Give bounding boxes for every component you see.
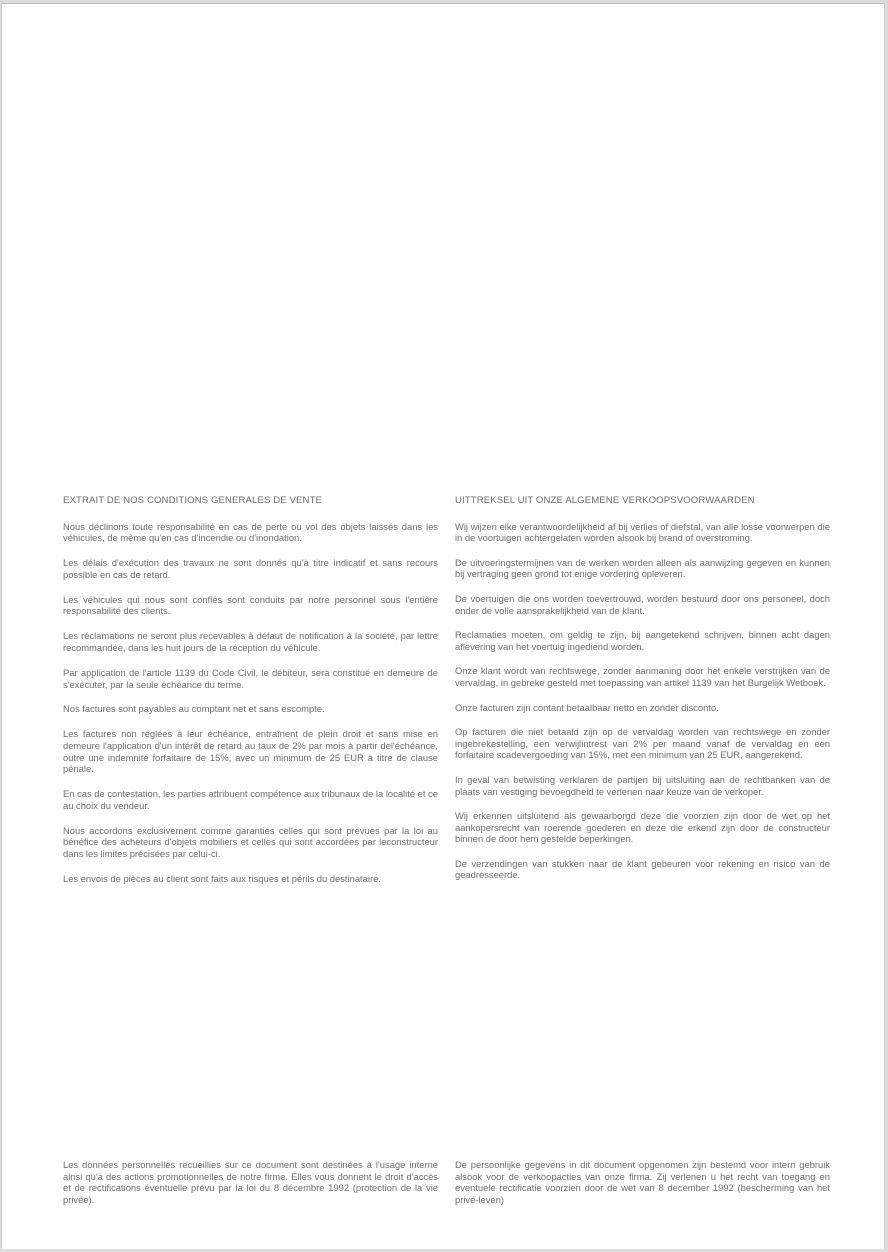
- french-term-paragraph: Nos factures sont payables au comptant net et sans escompte.: [63, 703, 325, 715]
- dutch-term-paragraph: Onze klant wordt van rechtswege, zonder aanmaning door het enkele verstrijken van de vervaldag, in gebreke gesteld met toepassing van artikel 1139 van het Burgelijk Wetboek.: [455, 665, 830, 688]
- dutch-terms-heading: UITTREKSEL UIT ONZE ALGEMENE VERKOOPSVOORWAARDEN: [455, 495, 755, 506]
- french-term-paragraph: Nous accordons exclusivement comme garanties celles qui sont prévues par la loi au bénéfice des acheteurs d'objets mobiliers et celles qui sont accordées par leconstructeur dans les limites précisées par celui-ci.: [63, 824, 438, 859]
- dutch-term-paragraph: De verzendingen van stukken naar de klant gebeuren voor rekening en risico van de geadresseerde.: [455, 857, 830, 881]
- dutch-terms-section: [455, 495, 830, 894]
- dutch-term-paragraph: Onze facturen zijn contant betaalbaar netto en zonder disconto.: [455, 701, 719, 713]
- french-terms-heading: EXTRAIT DE NOS CONDITIONS GENERALES DE VENTE: [63, 495, 323, 506]
- dutch-term-paragraph: Reclamaties moeten, om geldig te zijn, bij aangetekend schrijven, binnen acht dagen aflevering van het voertuig ingediend worden.: [455, 629, 830, 652]
- french-term-paragraph: Les envois de pièces au client sont faits aux risques et périls du destinataire.: [63, 872, 381, 884]
- dutch-term-paragraph: Wij wijzen elke verantwoordelijkheid af bij verlies of diefstal, van alle losse voorwerpen die in de voortuigen achtergelaten worden alsook bij brand of overstroming.: [455, 520, 830, 544]
- french-terms-section: [63, 495, 438, 898]
- dutch-term-paragraph: De uitvoeringstermijnen van de werken worden alleen als aanwijzing gegeven en kunnen bij vertraging geen grond tot enige vordering opleveren.: [455, 556, 830, 580]
- dutch-term-paragraph: De voertuigen die ons worden toevertrouwd, worden bestuurd door ons personeel, doch onder de volle aansprakelijkheid van de klant.: [455, 592, 830, 616]
- french-term-paragraph: Les délais d'exécution des travaux ne sont donnés qu'à titre indicatif et sans recours possible en cas de retard.: [63, 557, 438, 580]
- french-term-paragraph: Par application de l'article 1139 du Code Civil, le débiteur, sera constitué en demeure de s'exécuter, par la seule échéance du terme.: [63, 666, 438, 690]
- french-privacy-notice: [63, 1159, 438, 1205]
- french-term-paragraph: Les réclamations ne seront plus recevables à défaut de notification à la société, par lettre recommandée, dans les huit jours de la réception du véhicule.: [63, 630, 438, 653]
- french-term-paragraph: Les factures non réglées à leur échéance, entraînent de plein droit et sans mise en demeure l'application d'un intérêt de retard au taux de 2% par mois à partir del'échéance, outre une indemnité forfaitaire de 15%, avec un minimum de 25 EUR à titre de clause pénale.: [63, 728, 438, 775]
- french-term-paragraph: Nous déclinons toute responsabilité en cas de perte ou vol des objets laissés dans les véhicules, de même qu'en cas d'incendie ou d'inondation.: [63, 520, 438, 544]
- document-page: [1, 3, 885, 1249]
- french-term-paragraph: En cas de contestation, les parties attribuent compétence aux tribunaux de la localité et ce au choix du vendeur.: [63, 788, 438, 811]
- dutch-privacy-text: De persoonlijke gegevens in dit document opgenomen zijn bestemd voor intern gebruik alsook voor de verkoopacties van onze firma. Zij verlenen u het recht van toegang en eventuele rectificatie voorzien door de wet van 8 december 1992 (bescherming van het privé-leven): [455, 1159, 830, 1205]
- dutch-term-paragraph: Wij erkennen uitsluitend als gewaarborgd deze die voorzien zijn door de wet op het aankopersrecht van roerende goederen en deze die erkend zijn door de constructeur binnen de door hem gestelde beperkingen.: [455, 810, 830, 845]
- dutch-term-paragraph: Op facturen die niet betaald zijn op de vervaldag worden van rechtswege en zonder ingebrekestelling, een verwijlintrest van 2% per maand vanaf de vervaldag en een forfaitaire scadevergoeding van 15%, met een minimum van 25 EUR, aangerekend.: [455, 726, 830, 761]
- dutch-term-paragraph: In geval van betwisting verklaren de partijen bij uitsluiting aan de rechtbanken van de plaats van vestiging bevoegdheid te verlenen naar keuze van de verkoper.: [455, 773, 830, 797]
- dutch-privacy-notice: [455, 1159, 830, 1205]
- french-privacy-text: Les données personnelles recueillies sur ce document sont destinées à l'usage interne ainsi qu'à des actions promotionnelles de notre firme. Elles vous donnent le droit d'accès et de rectifications éventuelle prévu par la loi du 8 décembre 1992 (protection de la vie privée).: [63, 1159, 438, 1205]
- french-term-paragraph: Les véhicules qui nous sont confiés sont conduits par notre personnel sous l'entière responsabilité des clients.: [63, 593, 438, 617]
